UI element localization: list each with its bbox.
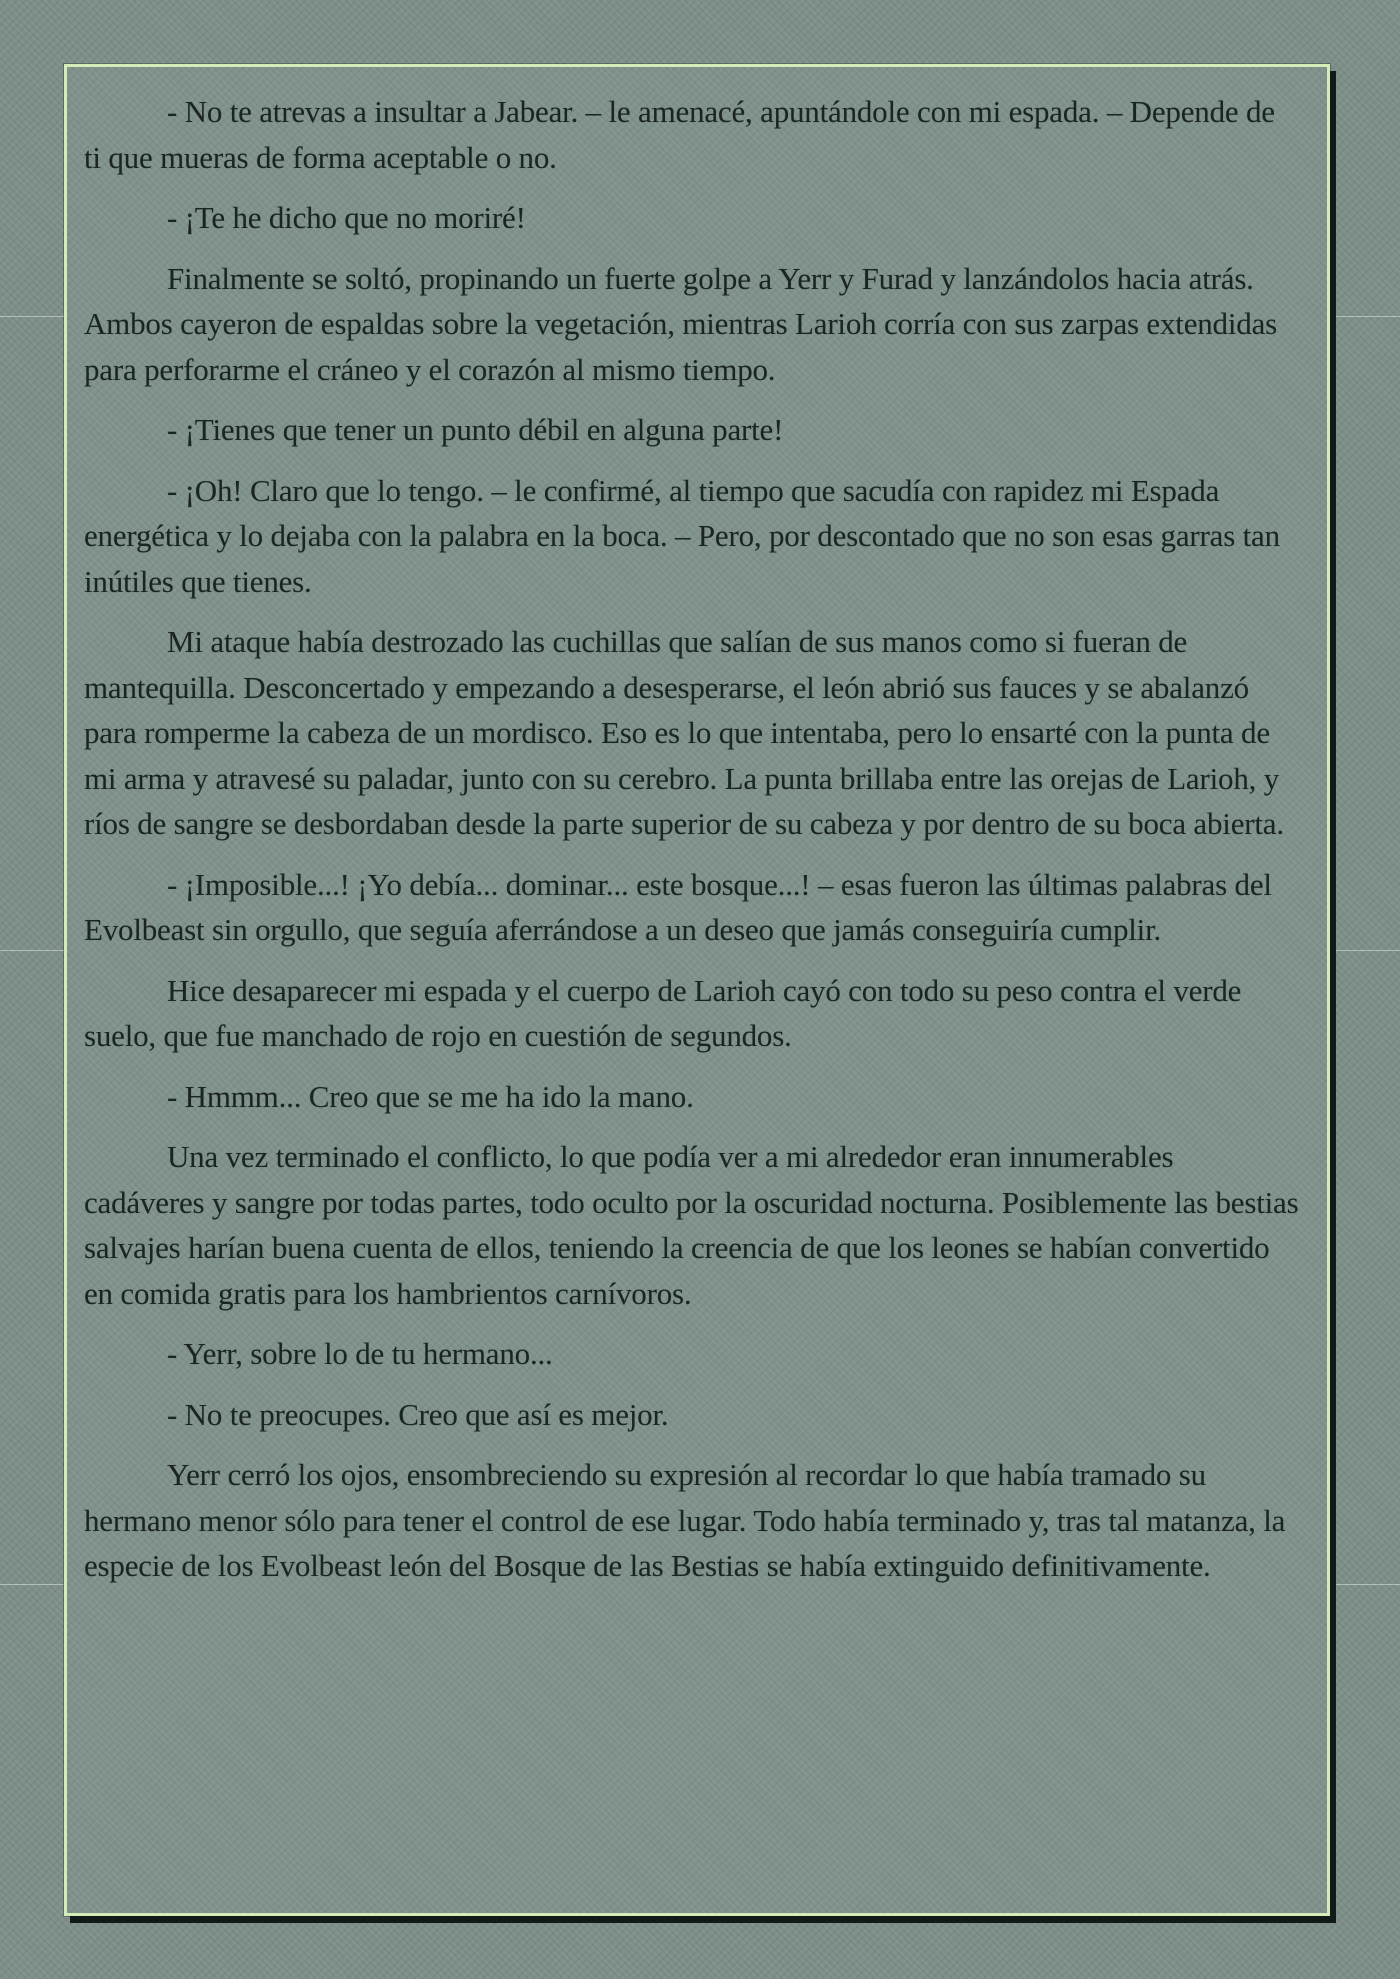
paragraph: Finalmente se soltó, propinando un fuerte golpe a Yerr y Furad y lanzándolos hacia atrás. Ambos cayeron de espaldas sobre la vegetación, mientras Larioh corría con sus zarpas extendidas para perforarme el cráneo y el corazón al mismo tiempo. <box>84 260 1277 387</box>
paragraph: - Hmmm... Creo que se me ha ido la mano. <box>167 1078 694 1114</box>
paragraph: - No te atrevas a insultar a Jabear. – le amenacé, apuntándole con mi espada. – Depende de ti que mueras de forma aceptable o no. <box>84 94 1275 175</box>
paragraph: - ¡Imposible...! ¡Yo debía... dominar... este bosque...! – esas fueron las últimas palabras del Evolbeast sin orgullo, que seguía aferrándose a un deseo que jamás conseguiría cumplir. <box>84 866 1272 947</box>
paragraph: Yerr cerró los ojos, ensombreciendo su expresión al recordar lo que había tramado su hermano menor sólo para tener el control de ese lugar. Todo había terminado y, tras tal matanza, la especie de los Evolbeast león del Bosque de las Bestias se había extinguido definitivamente. <box>84 1457 1286 1583</box>
paragraph: - ¡Te he dicho que no moriré! <box>167 200 526 235</box>
text-page <box>64 64 1330 1916</box>
paragraph: - ¡Tienes que tener un punto débil en alguna parte! <box>167 412 784 447</box>
paragraph: - ¡Oh! Claro que lo tengo. – le confirmé, al tiempo que sacudía con rapidez mi Espada energética y lo dejaba con la palabra en la boca. – Pero, por descontado que no son esas garras tan inútiles que tienes. <box>84 472 1280 599</box>
paragraph: Hice desaparecer mi espada y el cuerpo de Larioh cayó con todo su peso contra el verde suelo, que fue manchado de rojo en cuestión de segundos. <box>84 972 1242 1053</box>
paragraph: Mi ataque había destrozado las cuchillas que salían de sus manos como si fueran de mantequilla. Desconcertado y empezando a desesperarse, el león abrió sus fauces y se abalanzó para romperme la cabeza de un mordisco. Eso es lo que intentaba, pero lo ensarté con la punta de mi arma y atravesé su paladar, junto con su cerebro. La punta brillaba entre las orejas de Larioh, y ríos de sangre se desbordaban desde la parte superior de su cabeza y por dentro de su boca abierta. <box>84 624 1284 841</box>
paragraph: - Yerr, sobre lo de tu hermano... <box>167 1336 553 1371</box>
paragraph: - No te preocupes. Creo que así es mejor. <box>167 1396 669 1432</box>
paragraph: Una vez terminado el conflicto, lo que podía ver a mi alrededor eran innumerables cadáveres y sangre por todas partes, todo oculto por la oscuridad nocturna. Posiblemente las bestias salvajes harían buena cuenta de ellos, teniendo la creencia de que los leones se habían convertido en comida gratis para los hambrientos carnívoros. <box>84 1139 1299 1311</box>
